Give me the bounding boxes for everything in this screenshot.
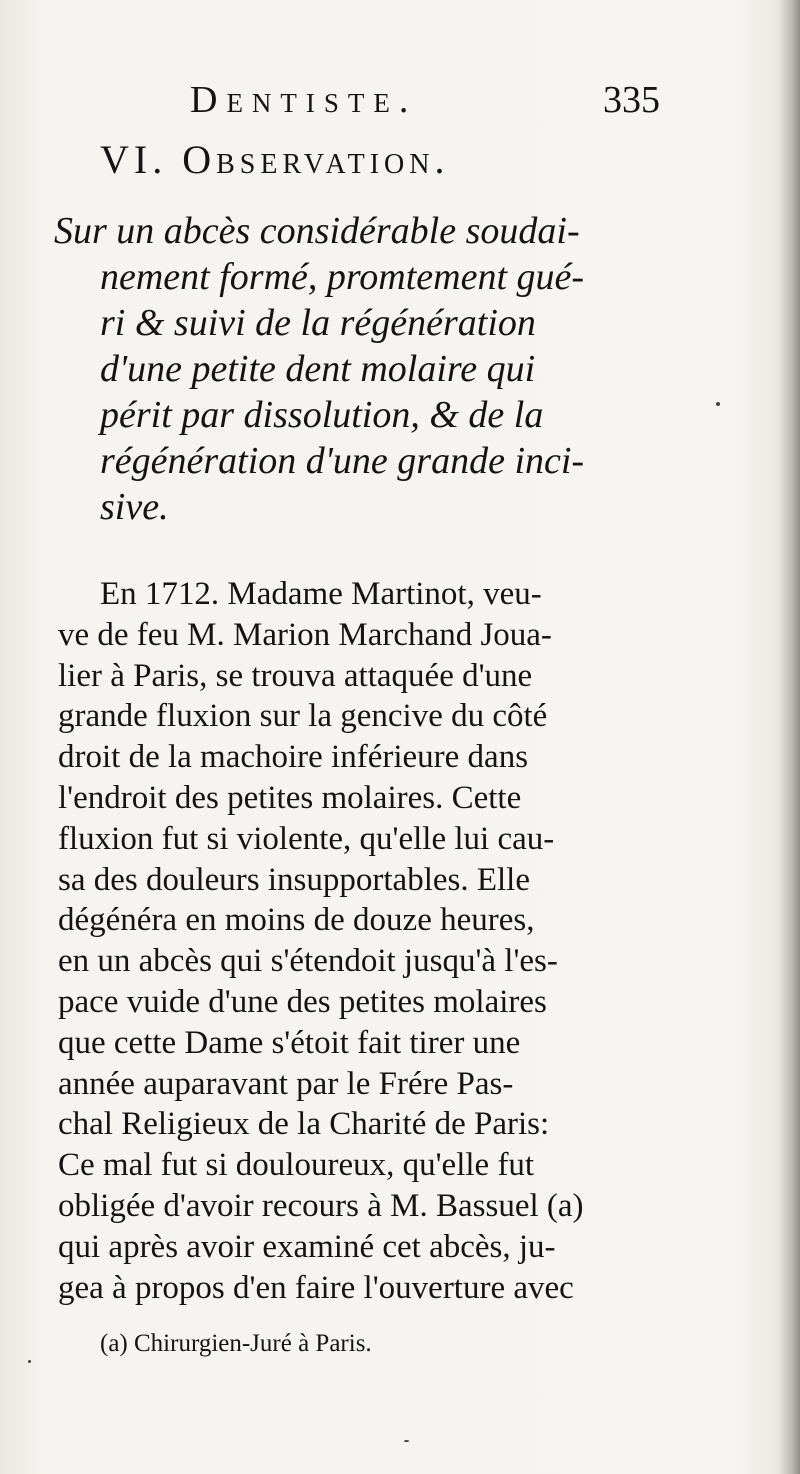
- subtitle-line: Sur un abcès considérable soudai-: [54, 210, 580, 252]
- body-line: pace vuide d'une des petites molaires: [58, 983, 547, 1020]
- body-line: sa des douleurs insupportables. Elle: [58, 861, 530, 898]
- running-title: Dentiste.: [190, 79, 418, 121]
- body-line: chal Religieux de la Charité de Paris:: [58, 1106, 550, 1143]
- paper-speck: [716, 402, 720, 406]
- body-line: obligée d'avoir recours à M. Bassuel (a): [58, 1187, 584, 1224]
- subtitle-line: d'une petite dent molaire qui: [100, 348, 536, 390]
- body-line: dégénéra en moins de douze heures,: [58, 902, 535, 939]
- body-line: qui après avoir examiné cet abcès, ju-: [58, 1228, 556, 1265]
- body-line: année auparavant par le Frére Pas-: [58, 1065, 514, 1102]
- observation-subtitle: [54, 208, 644, 530]
- body-line: En 1712. Madame Martinot, veu-: [100, 576, 542, 612]
- subtitle-line: périt par dissolution, & de la: [100, 394, 544, 436]
- paper-speck: [404, 1440, 409, 1442]
- body-line: l'endroit des petites molaires. Cette: [58, 779, 522, 816]
- footnote: (a) Chirurgien-Juré à Paris.: [100, 1330, 372, 1357]
- body-line: grande fluxion sur la gencive du côté: [58, 698, 548, 735]
- body-line: Ce mal fut si douloureux, qu'elle fut: [58, 1147, 535, 1184]
- page-header: [190, 78, 660, 124]
- body-line: gea à propos d'en faire l'ouverture avec: [58, 1269, 574, 1306]
- body-line: que cette Dame s'étoit fait tirer une: [58, 1024, 521, 1061]
- subtitle-line: régénération d'une grande inci-: [100, 440, 585, 482]
- body-line: lier à Paris, se trouva attaquée d'une: [58, 657, 533, 694]
- paper-speck: [28, 1360, 31, 1363]
- subtitle-line: sive.: [100, 486, 169, 528]
- body-line: droit de la machoire inférieure dans: [58, 739, 529, 776]
- page-edge-shadow: [778, 0, 800, 1474]
- body-line: en un abcès qui s'étendoit jusqu'à l'es-: [58, 943, 558, 980]
- observation-heading: VI. Observation.: [100, 137, 450, 182]
- subtitle-line: ri & suivi de la régénération: [100, 302, 536, 344]
- page-number: 335: [603, 79, 660, 121]
- body-line: fluxion fut si violente, qu'elle lui cau-: [58, 820, 555, 857]
- body-text: [58, 574, 643, 1308]
- subtitle-line: nement formé, promtement gué-: [100, 256, 585, 298]
- body-line: ve de feu M. Marion Marchand Joua-: [58, 616, 552, 653]
